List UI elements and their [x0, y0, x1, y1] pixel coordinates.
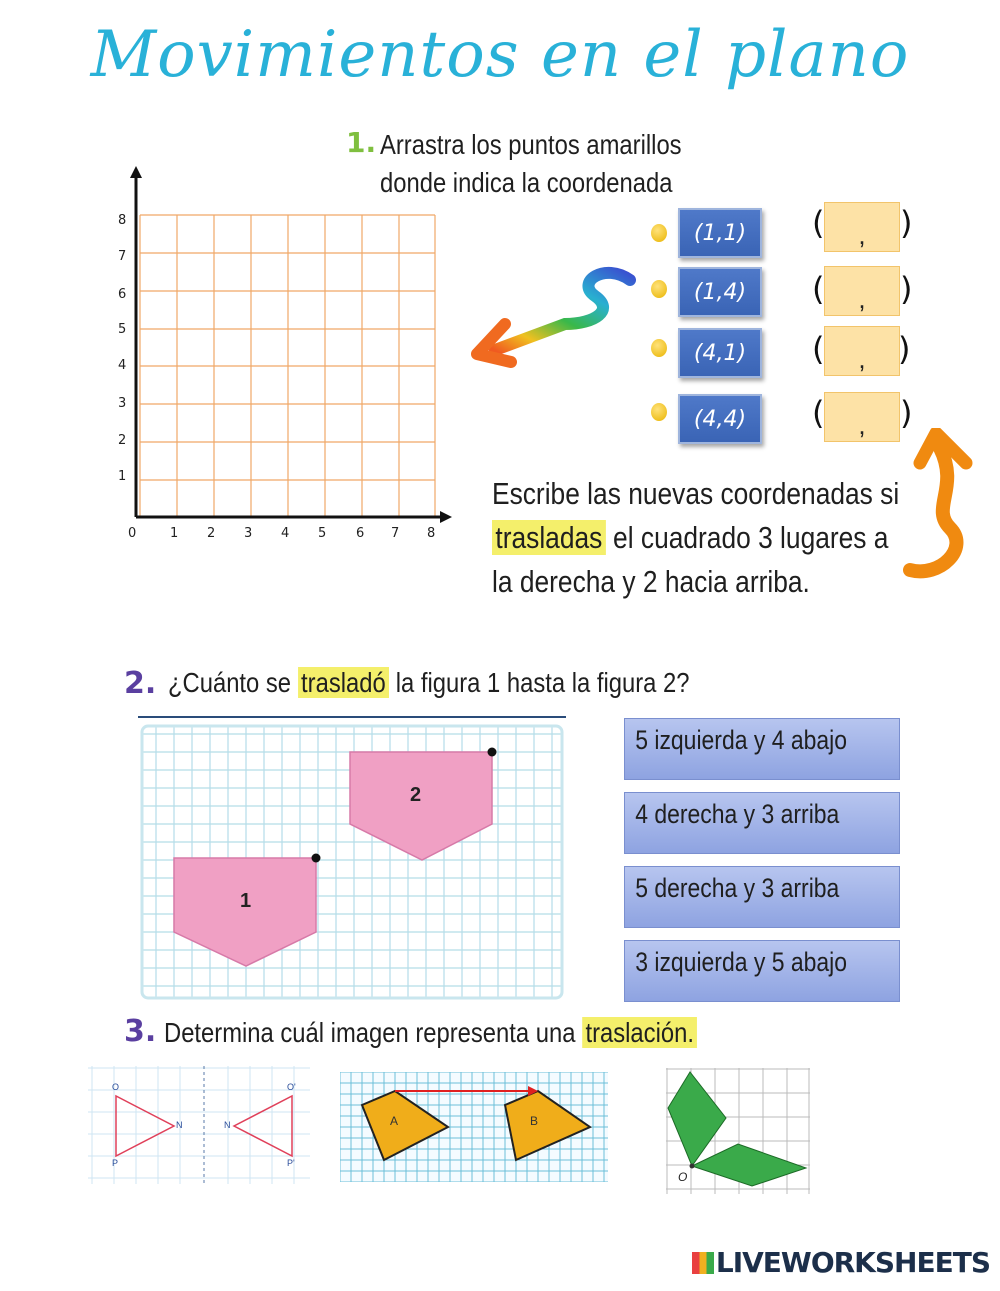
drag-dot-3[interactable] [651, 339, 667, 357]
paren-close-2: ) [900, 270, 913, 308]
grid-lines [140, 215, 435, 517]
paren-open-3: ( [812, 330, 825, 368]
section3-question: Determina cuál imagen representa una traslación. [164, 1014, 697, 1052]
paren-open-1: ( [812, 204, 825, 242]
translation-figure-grid [138, 716, 566, 1004]
y-tick-4: 4 [118, 358, 127, 373]
y-tick-7: 7 [118, 249, 127, 264]
answer-box-1[interactable]: , [824, 202, 900, 252]
y-tick-2: 2 [118, 433, 127, 448]
img1-label-n2: N [224, 1120, 231, 1130]
liveworksheets-logo: LIVEWORKSHEETS [692, 1246, 990, 1279]
prompt-line2 [492, 516, 888, 560]
coord-label-1-4: (1,4) [678, 267, 762, 317]
paren-close-1: ) [900, 204, 913, 242]
image-option-rotation[interactable] [666, 1068, 810, 1194]
figure2-label: 2 [410, 784, 422, 806]
section2-question: ¿Cuánto se trasladó la figura 1 hasta la figura 2? [168, 667, 690, 698]
x-tick-4: 4 [281, 526, 290, 541]
drag-dot-2[interactable] [651, 280, 667, 298]
paren-close-3: ) [898, 330, 911, 368]
answer-box-3[interactable]: , [824, 326, 900, 376]
prompt-line3: la derecha y 2 hacia arriba. [492, 564, 810, 599]
section1-instruction-line1: Arrastra los puntos amarillos [380, 129, 682, 160]
option-1[interactable]: 5 izquierda y 4 abajo [624, 718, 900, 780]
section3-number: 3. [124, 1014, 157, 1049]
section3-highlight: traslación. [582, 1017, 697, 1048]
img1-label-p: P [112, 1158, 119, 1168]
coord-label-4-1: (4,1) [678, 328, 762, 378]
image-option-translation[interactable] [340, 1072, 608, 1182]
coord-label-1-1: (1,1) [678, 208, 762, 258]
img3-label-o: O [678, 1170, 688, 1184]
answer-box-2[interactable]: , [824, 266, 900, 316]
option-2[interactable]: 4 derecha y 3 arriba [624, 792, 900, 854]
x-tick-7: 7 [391, 526, 400, 541]
orange-arrow-icon [900, 428, 990, 583]
coordinate-plane[interactable] [100, 160, 460, 540]
figure1-label: 1 [240, 890, 252, 912]
y-tick-5: 5 [118, 322, 127, 337]
x-tick-3: 3 [244, 526, 253, 541]
img1-label-o2: O' [287, 1082, 296, 1092]
img1-label-o: O [112, 1082, 120, 1092]
section1-number: 1. [346, 126, 377, 159]
image-option-reflection[interactable] [88, 1066, 310, 1184]
x-tick-8: 8 [427, 526, 436, 541]
section2-number: 2. [124, 666, 157, 701]
section1-instruction-line2: donde indica la coordenada [380, 167, 673, 198]
logo-icon [692, 1252, 714, 1274]
paren-close-4: ) [900, 394, 913, 432]
y-tick-8: 8 [118, 213, 127, 228]
x-tick-2: 2 [207, 526, 216, 541]
img1-label-p2: P' [287, 1158, 295, 1168]
section2-highlight: trasladó [298, 667, 389, 698]
paren-open-2: ( [812, 270, 825, 308]
option-4[interactable]: 3 izquierda y 5 abajo [624, 940, 900, 1002]
prompt-highlight: trasladas [492, 520, 606, 555]
x-tick-1: 1 [170, 526, 179, 541]
y-tick-6: 6 [118, 287, 127, 302]
glitter-arrow-icon [465, 262, 645, 372]
option-3[interactable]: 5 derecha y 3 arriba [624, 866, 900, 928]
prompt-line1: Escribe las nuevas coordenadas si [492, 476, 900, 511]
x-tick-0: 0 [128, 526, 137, 541]
img2-label-b: B [530, 1114, 539, 1128]
img2-label-a: A [390, 1114, 399, 1128]
axes [130, 166, 452, 523]
x-tick-6: 6 [356, 526, 365, 541]
page-title: Movimientos en el plano [90, 18, 910, 92]
img1-label-n: N [176, 1120, 183, 1130]
y-tick-3: 3 [118, 396, 127, 411]
coord-label-4-4: (4,4) [678, 394, 762, 444]
drag-dot-4[interactable] [651, 403, 667, 421]
x-tick-5: 5 [318, 526, 327, 541]
drag-dot-1[interactable] [651, 224, 667, 242]
answer-box-4[interactable]: , [824, 392, 900, 442]
prompt-line2-rest: el cuadrado 3 lugares a [613, 520, 889, 555]
paren-open-4: ( [812, 394, 825, 432]
y-tick-1: 1 [118, 469, 127, 484]
